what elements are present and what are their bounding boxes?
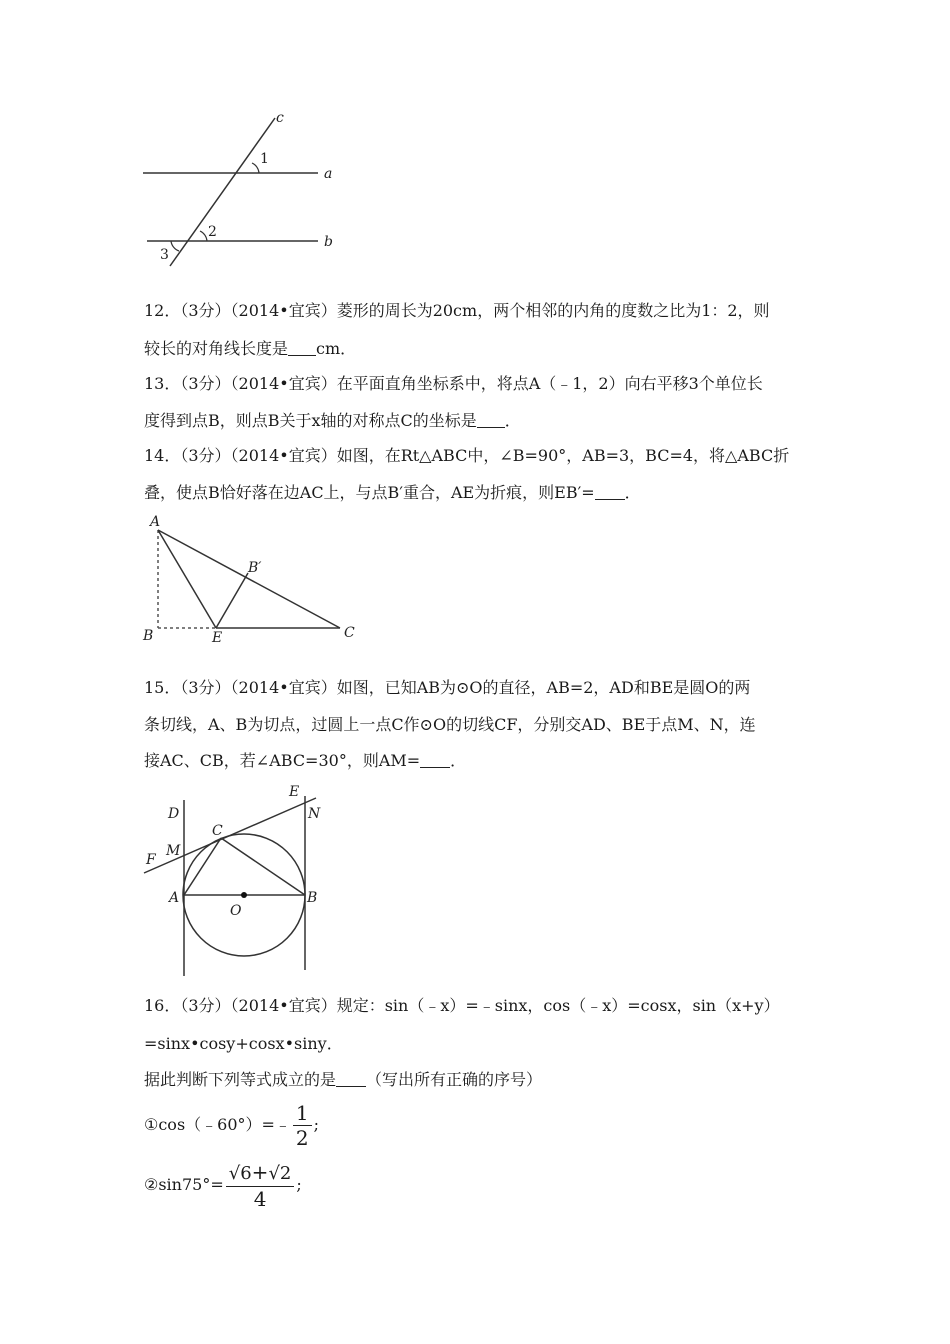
q12-answer-blank[interactable] [288,339,316,356]
fraction-numerator: 1 [293,1101,312,1126]
q15-line-3 [144,749,804,773]
q14-answer-blank[interactable] [595,483,625,500]
label-M: M [166,843,181,859]
q15-line-1: 15．（3分）（2014•宜宾）如图，已知AB为⊙O的直径，AB=2，AD和BE是圆O的两 [144,678,751,697]
q16-item-1-text: ①cos（﹣60°）=﹣ [144,1115,291,1134]
label-B: B [307,890,318,906]
angle-2-arc [200,231,207,241]
plus-sign: + [251,1160,269,1184]
angle-1-arc [252,163,259,173]
q16-item-2-end: ; [296,1175,302,1194]
label-angle-1: 1 [260,151,269,167]
label-E: E [212,630,223,645]
label-A: A [150,514,161,530]
q15-line-3-end: ． [450,751,467,770]
label-A: A [169,890,180,906]
side-AC [158,530,340,628]
fraction-numerator [226,1160,295,1187]
q15-line-3-text: 接AC、CB，若∠ABC=30°，则AM= [144,751,421,770]
q16-line-2: =sinx•cosy+cosx•siny． [144,1034,343,1053]
q12-line-1: 12．（3分）（2014•宜宾）菱形的周长为20cm，两个相邻的内角的度数之比为1：2，则 [144,301,770,320]
q13-line-2-end: ． [504,411,521,430]
q12-line-2-unit: cm． [316,339,357,358]
label-Bp: B′ [248,560,262,576]
q16-line-3-text: 据此判断下列等式成立的是 [144,1070,337,1089]
q16-line-1: 16．（3分）（2014•宜宾）规定：sin（﹣x）=﹣sinx，cos（﹣x）=cosx，sin（x+y） [144,996,780,1015]
q13-line-2 [144,409,804,433]
parallel-lines-figure [140,108,350,273]
q14-line-1: 14．（3分）（2014•宜宾）如图，在Rt△ABC中，∠B=90°，AB=3，BC=4，将△ABC折 [144,446,790,465]
circle-tangent-figure [140,778,340,983]
fraction-sqrt [226,1160,295,1211]
fraction-denominator: 4 [253,1187,267,1211]
q16-answer-blank[interactable] [336,1070,366,1087]
label-F: F [146,852,156,868]
label-E: E [289,784,300,800]
q12-line-2 [144,337,804,361]
fraction-denominator: 2 [295,1126,309,1150]
label-B: B [143,628,154,644]
q13-line-2-text: 度得到点B，则点B关于x轴的对称点C的坐标是 [144,411,477,430]
fraction-one-half [293,1101,312,1150]
q15-answer-blank[interactable] [420,751,450,768]
q16-item-1 [144,1101,804,1149]
label-O: O [230,903,242,919]
label-angle-2: 2 [208,224,217,240]
label-C: C [212,823,223,839]
q16-item-1-end: ; [313,1115,320,1134]
q13-answer-blank[interactable] [477,411,505,428]
q12-line-2-text: 较长的对角线长度是 [144,339,289,358]
segment-EBp [216,573,248,628]
q14-line-2-text: 叠，使点B恰好落在边AC上，与点B′重合，AE为折痕，则EB′= [144,483,595,502]
q16-line-3-hint: （写出所有正确的序号） [366,1070,543,1089]
q15-line-2: 条切线，A、B为切点，过圆上一点C作⊙O的切线CF，分别交AD、BE于点M、N，连 [144,715,756,734]
label-D: D [168,806,180,822]
q13-line-1: 13．（3分）（2014•宜宾）在平面直角坐标系中，将点A（﹣1，2）向右平移3个单位长 [144,374,763,393]
angle-3-arc [171,241,179,251]
center-O-dot [241,892,247,898]
sqrt-2: √2 [268,1163,292,1184]
sqrt-6: √6 [228,1163,252,1184]
chord-CB [221,838,305,895]
q14-line-2-end: ． [624,483,641,502]
label-c: c [276,110,284,126]
q16-item-2 [144,1160,804,1211]
q14-line-2 [144,481,804,505]
line-c [170,118,275,266]
q16-line-3 [144,1068,804,1092]
label-a: a [324,166,333,182]
triangle-fold-figure [140,510,370,645]
label-N: N [308,806,321,822]
label-C: C [344,625,355,641]
q16-item-2-text: ②sin75°= [144,1175,224,1194]
label-angle-3: 3 [160,247,169,263]
fold-AE [158,530,216,628]
label-b: b [324,234,333,250]
